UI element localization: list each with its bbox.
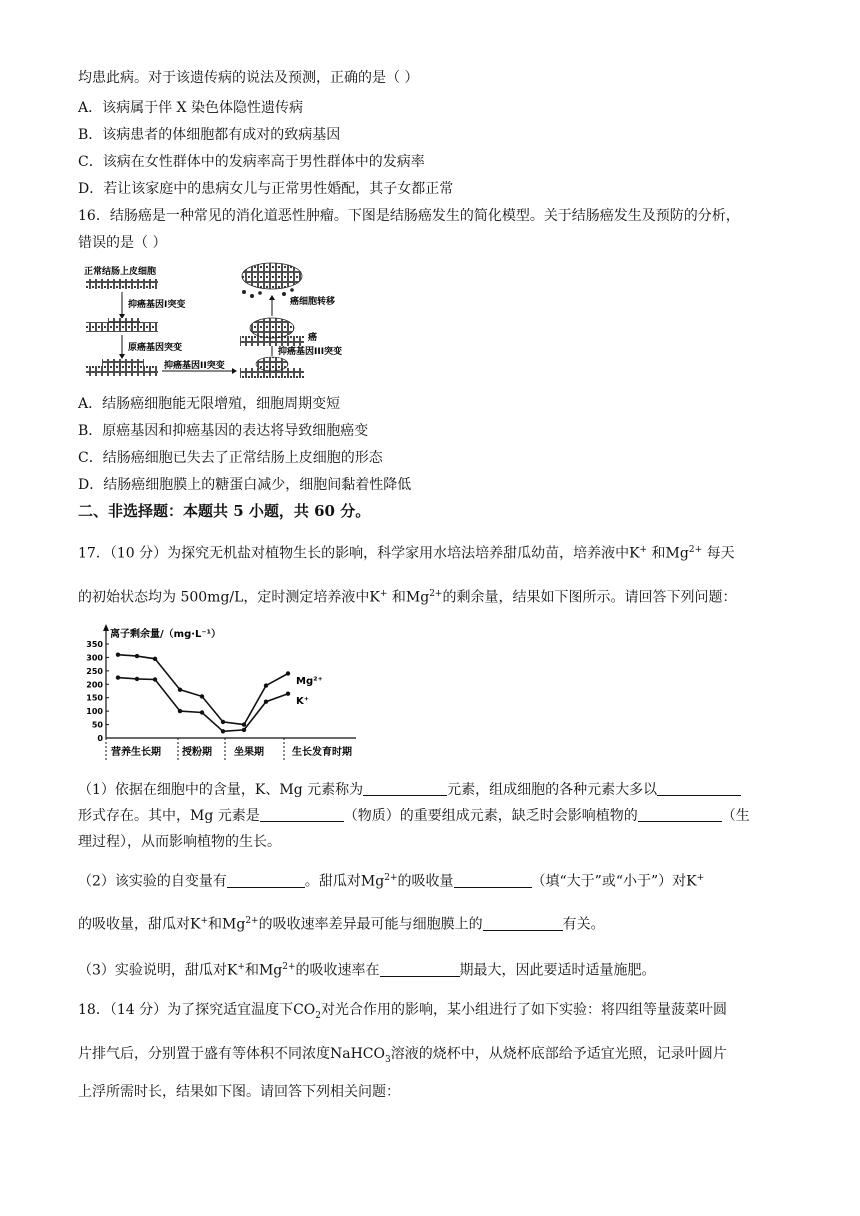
- chart-series: [116, 653, 290, 734]
- stage4-polyp: [256, 357, 288, 371]
- metastasis-cell: [282, 292, 286, 296]
- metastasis-cell: [250, 294, 254, 298]
- chart-xlabel: 生长发育时期: [292, 747, 352, 758]
- stage2-cells: [86, 322, 158, 332]
- data-point-mg: [200, 694, 204, 698]
- q17-line2: 的初始状态均为 500mg/L，定时测定培养液中K+ 和$Mg^{2+}$的剩余量，结果如下图所示。请回答下列问题：: [78, 589, 737, 606]
- label-step1: 抑癌基因I突变: [128, 300, 186, 310]
- q15-option-b: B．该病患者的体细胞都有成对的致病基因: [78, 127, 341, 143]
- cancer-mass: [250, 318, 294, 338]
- data-point-k: [286, 692, 290, 696]
- data-point-k: [116, 675, 120, 679]
- q18-line1: 18．（14 分）为了探究适宜温度下$CO_2$对光合作用的影响，某小组进行了如下实验：将四组等量菠菜叶圆: [78, 1002, 728, 1021]
- stage-label-vegetative: 营养生长期: [111, 747, 161, 758]
- chart-y-axis-arrow: [103, 624, 109, 631]
- y-tick-label: 150: [86, 693, 103, 703]
- q16-option-b: B．原癌基因和抑癌基因的表达将导致细胞癌变: [78, 423, 369, 439]
- stage2-hyperplasia: [108, 318, 140, 323]
- q17-part3: （3）实验说明，甜瓜对K+和$Mg^{2+}$的吸收速率在 期最大，因此要适时适量施肥。: [78, 962, 656, 979]
- q17-line1: 17．（10 分）为探究无机盐对植物生长的影响，科学家用水培法培养甜瓜幼苗，培养液中K+ 和$Mg^{2+}$ 每天: [78, 545, 735, 562]
- data-point-mg: [264, 683, 268, 687]
- stage-label-fruiting: 坐果期: [234, 747, 264, 758]
- q17-part2-line1: （2）该实验的自变量有 。甜瓜对$Mg^{2+}$的吸收量 （填“大于”或“小于”）对K+: [78, 873, 705, 890]
- label-cancer: 癌: [308, 333, 318, 343]
- data-point-k: [178, 709, 182, 713]
- q16-stem-line2: 错误的是（ ）: [78, 235, 167, 251]
- label-step2: 原癌基因突变: [128, 343, 183, 353]
- data-point-mg: [178, 688, 182, 692]
- metastasis-mass: [242, 263, 302, 289]
- data-point-k: [242, 728, 246, 732]
- label-step3: 抑癌基因II突变: [164, 361, 225, 371]
- data-point-mg: [116, 653, 120, 657]
- arrow-3-head: [232, 368, 237, 374]
- q17-part1-line3: 理过程），从而影响植物的生长。: [78, 834, 281, 850]
- data-point-k: [264, 700, 268, 704]
- metastasis-cell: [258, 291, 262, 295]
- normal-epithelium-cells: [86, 279, 158, 289]
- data-point-mg: [221, 720, 225, 724]
- q15-option-a: A．该病属于伴 X 染色体隐性遗传病: [78, 100, 303, 116]
- ion-remaining-chart: [84, 622, 364, 764]
- data-point-k: [153, 677, 157, 681]
- chart-ylabel: 离子剩余量/（mg·L⁻¹）: [110, 629, 222, 640]
- legend-mg: Mg²⁺: [296, 676, 323, 687]
- q15-stem-tail: 均患此病。对于该遗传病的说法及预测，正确的是（ ）: [78, 70, 419, 86]
- y-tick-label: 350: [86, 640, 103, 649]
- data-point-mg: [153, 657, 157, 661]
- answer-blank[interactable]: [363, 781, 447, 796]
- data-point-k: [221, 729, 225, 733]
- q17-part1-line1: （1）依据在细胞中的含量，K、Mg 元素称为 元素，组成细胞的各种元素大多以: [78, 780, 741, 800]
- data-point-k: [135, 677, 139, 681]
- y-tick-label: 100: [86, 707, 103, 717]
- y-tick-label: 250: [86, 666, 103, 676]
- data-point-mg: [135, 654, 139, 658]
- y-tick-label: 300: [86, 653, 103, 663]
- q16-stem-line1: 16．结肠癌是一种常见的消化道恶性肿瘤。下图是结肠癌发生的简化模型。关于结肠癌发生及预防的分析，: [78, 208, 740, 224]
- data-point-k: [200, 710, 204, 714]
- stage3-cells: [86, 366, 158, 376]
- q17-part2-line2: 的吸收量，甜瓜对K+和$Mg^{2+}$的吸收速率差异最可能与细胞膜上的 有关。: [78, 916, 605, 933]
- arrow-2-head: [119, 354, 125, 359]
- q15-option-c: C．该病在女性群体中的发病率高于男性群体中的发病率: [78, 154, 425, 170]
- answer-blank[interactable]: [638, 807, 722, 822]
- legend-k: K⁺: [296, 696, 310, 707]
- q16-option-a: A．结肠癌细胞能无限增殖，细胞周期变短: [78, 396, 341, 412]
- arrow-5-head: [269, 295, 275, 300]
- metastasis-cell: [290, 288, 294, 292]
- label-step4: 抑癌基因III突变: [278, 347, 343, 357]
- data-point-mg: [242, 722, 246, 726]
- metastasis-cell: [242, 290, 246, 294]
- q18-line3: 上浮所需时长，结果如下图。请回答下列相关问题：: [78, 1084, 400, 1100]
- q18-line2: 片排气后，分别置于盛有等体积不同浓度NaHCO$_3$溶液的烧杯中，从烧杯底部给予适宜光照，记录叶圆片: [78, 1046, 727, 1065]
- q16-option-c: C．结肠癌细胞已失去了正常结肠上皮细胞的形态: [78, 450, 383, 466]
- answer-blank[interactable]: [380, 962, 460, 977]
- y-tick-label: 200: [86, 680, 103, 690]
- q15-option-d: D．若让该家庭中的患病女儿与正常男性婚配，其子女都正常: [78, 181, 454, 197]
- answer-blank[interactable]: [227, 873, 305, 888]
- stage3-adenoma: [102, 359, 144, 367]
- colon-cancer-model-figure: [84, 262, 364, 387]
- y-tick-label: 0: [97, 734, 103, 743]
- series-line-k: [118, 678, 288, 732]
- data-point-mg: [286, 671, 290, 675]
- answer-blank[interactable]: [260, 807, 344, 822]
- answer-blank[interactable]: [483, 916, 563, 931]
- label-metastasis: 癌细胞转移: [290, 297, 336, 307]
- stage-label-pollination: 授粉期: [182, 747, 212, 758]
- y-tick-label: 50: [91, 720, 103, 730]
- answer-blank[interactable]: [454, 873, 532, 888]
- answer-blank[interactable]: [657, 781, 741, 796]
- section2-title: 二、非选择题：本题共 5 小题，共 60 分。: [78, 502, 371, 520]
- label-normal-epithelium: 正常结肠上皮细胞: [84, 267, 157, 277]
- q17-part1-line2: 形式存在。其中，Mg 元素是 （物质）的重要组成元素，缺乏时会影响植物的 （生: [78, 808, 750, 824]
- q16-option-d: D．结肠癌细胞膜上的糖蛋白减少，细胞间黏着性降低: [78, 477, 412, 493]
